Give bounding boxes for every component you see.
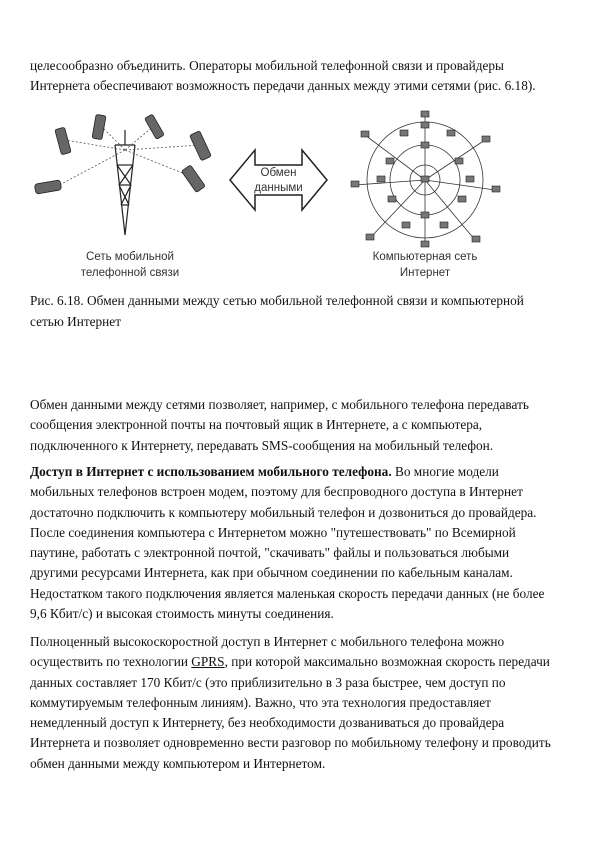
paragraph-line: Недостатком такого подключения является маленькая скорость передачи данных (не более [30,585,545,601]
exchange-double-arrow [230,150,327,210]
caption-line: сетью Интернет [30,314,122,329]
paragraph-gprs [30,632,570,774]
figure-illustration [30,110,550,290]
paragraph-line: мобильных телефонов встроен модем, поэтому для беспроводного доступа в Интернет [30,484,523,500]
paragraph-text: осуществить по технологии [30,654,192,670]
figure-caption [30,290,570,332]
intro-line: Интернета обеспечивают возможность передачи данных между этими сетями (рис. 6.18). [30,78,536,94]
paragraph-line: паутине, работать с электронной почтой, "скачивать" файлы и пользоваться любыми [30,545,510,561]
paragraph-mobile-access [30,462,570,624]
caption-line: Рис. 6.18. Обмен данными между сетью мобильной телефонной связи и компьютерной [30,293,524,308]
paragraph-line: подключенного к Интернету, передавать SMS-сообщения на мобильный телефон. [30,437,494,453]
paragraph-line: коммутируемым телефонным линиям). Важно, что эта технология предоставляет [30,694,491,710]
intro-paragraph [30,56,570,97]
section-heading: Доступ в Интернет с использованием мобильного телефона. [30,464,392,479]
computer-node-icons [351,111,500,247]
arrow-label-line: Обмен [260,167,297,179]
paragraph-line: немедленный доступ к Интернету, без необходимости дозваниваться до провайдера [30,715,505,731]
paragraph-line: сообщения электронной почты на почтовый ящик в Интернете, а с компьютера, [30,417,483,433]
paragraph-text: , при которой максимально возможная скорость передачи [224,654,550,670]
paragraph-line: Полноценный высокоскоростной доступ в Интернет с мобильного телефона можно [30,634,505,649]
figure-network-exchange [30,110,550,290]
gprs-link[interactable]: GPRS [191,654,225,670]
paragraph-exchange [30,395,570,456]
cell-tower-icon [115,130,135,235]
internet-label-line: Интернет [399,267,451,279]
intro-line: целесообразно объединить. Операторы мобильной телефонной связи и провайдеры [30,58,504,73]
paragraph-line: После соединения компьютера с Интернетом можно "путешествовать" по Всемирной [30,524,516,540]
arrow-label-line: данными [254,182,303,194]
mobile-network-label-line: телефонной связи [80,267,180,279]
paragraph-line: обмен данными между компьютером и Интернетом. [30,755,326,771]
paragraph-line: Интернета и позволяет одновременно вести разговор по мобильному телефону и проводить [30,735,551,751]
paragraph-line: Обмен данными между сетями позволяет, например, с мобильного телефона передавать [30,397,529,412]
paragraph-text: Во многие модели [391,464,499,479]
paragraph-line: достаточно подключить к компьютеру мобильный телефон и дозвониться до провайдера. [30,504,537,520]
internet-label-line: Компьютерная сеть [372,251,478,263]
paragraph-line: 9,6 Кбит/с) и высокая стоимость минуты соединения. [30,606,334,622]
paragraph-line: другими ресурсами Интернета, как при обычном соединении по кабельным каналам. [30,565,513,581]
mobile-network-label-line: Сеть мобильной [86,251,174,263]
paragraph-line [30,652,570,672]
paragraph-line: данных составляет 170 Кбит/с (это приблизительно в 3 раза быстрее, чем доступ по [30,674,506,690]
paragraph-line [30,462,570,482]
mobile-network-illustration [34,114,211,235]
mobile-phone-icon [34,114,211,194]
